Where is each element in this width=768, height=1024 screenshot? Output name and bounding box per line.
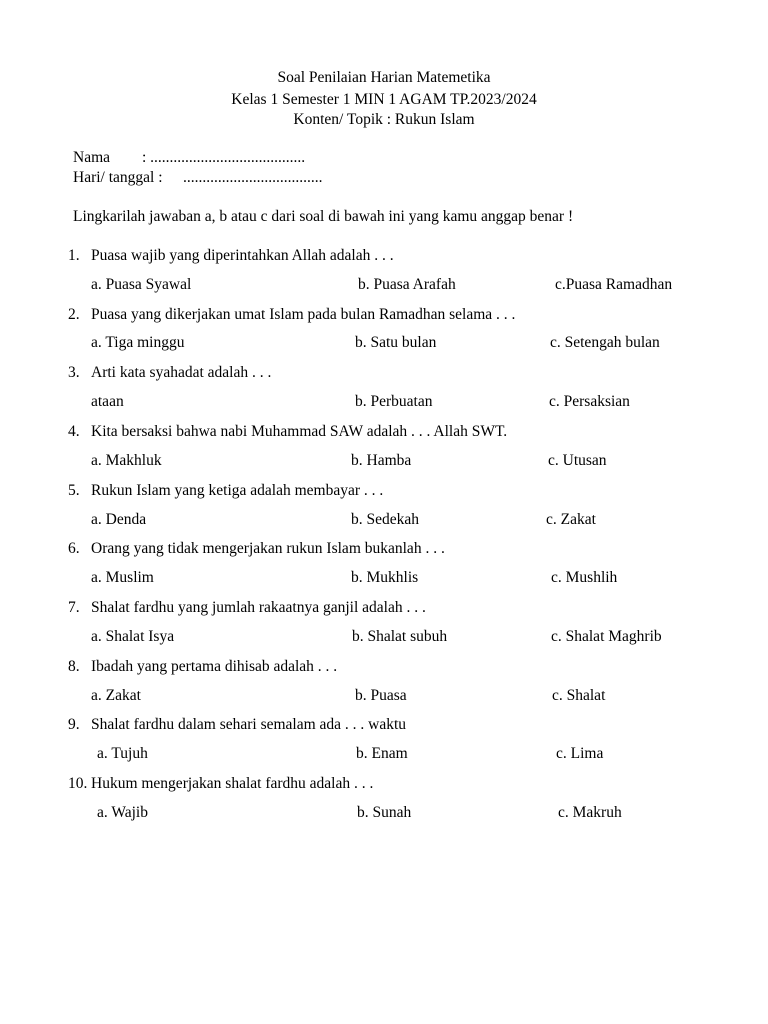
question-number: 1. [68, 247, 80, 264]
option-b: b. Satu bulan [355, 334, 437, 351]
option-a: a. Makhluk [91, 452, 162, 469]
option-a: a. Tujuh [97, 745, 148, 762]
option-c: c. Makruh [558, 804, 622, 821]
question-text: Rukun Islam yang ketiga adalah membayar . . . [91, 482, 384, 499]
instruction-text: Lingkarilah jawaban a, b atau c dari soal di bawah ini yang kamu anggap benar ! [73, 208, 574, 225]
option-a: a. Tiga minggu [91, 334, 185, 351]
question-text: Puasa wajib yang diperintahkan Allah adalah . . . [91, 247, 394, 264]
question-text: Orang yang tidak mengerjakan rukun Islam bukanlah . . . [91, 540, 445, 557]
option-c: c. Mushlih [551, 569, 618, 586]
question-text: Arti kata syahadat adalah . . . [91, 364, 272, 381]
option-b: b. Puasa [355, 687, 407, 704]
option-c: c. Setengah bulan [550, 334, 660, 351]
option-a: a. Shalat Isya [91, 628, 175, 645]
question-number: 2. [68, 306, 80, 323]
option-c: c. Persaksian [549, 393, 630, 410]
option-b: b. Puasa Arafah [358, 276, 456, 293]
question-number: 10. [68, 775, 88, 792]
question-number: 3. [68, 364, 80, 381]
option-c: c.Puasa Ramadhan [555, 276, 673, 293]
option-b: b. Shalat subuh [352, 628, 448, 645]
worksheet-topic: Konten/ Topik : Rukun Islam [293, 111, 475, 128]
option-a: a. Wajib [97, 804, 148, 821]
question-text: Shalat fardhu dalam sehari semalam ada . . . waktu [91, 716, 407, 733]
option-a: ataan [91, 393, 124, 410]
option-b: b. Perbuatan [355, 393, 433, 410]
question-number: 7. [68, 599, 80, 616]
option-b: b. Hamba [351, 452, 412, 469]
question-text: Hukum mengerjakan shalat fardhu adalah . . . [91, 775, 374, 792]
question-number: 6. [68, 540, 80, 557]
name-blank-field: : ........................................ [142, 149, 306, 166]
question-number: 8. [68, 658, 80, 675]
option-b: b. Sunah [357, 804, 412, 821]
option-c: c. Lima [556, 745, 604, 762]
question-text: Shalat fardhu yang jumlah rakaatnya ganjil adalah . . . [91, 599, 426, 616]
question-text: Ibadah yang pertama dihisab adalah . . . [91, 658, 338, 675]
option-a: a. Denda [91, 511, 147, 528]
question-number: 9. [68, 716, 80, 733]
option-a: a. Muslim [91, 569, 154, 586]
name-label: Nama [73, 149, 111, 166]
option-b: b. Sedekah [351, 511, 420, 528]
question-number: 4. [68, 423, 80, 440]
option-b: b. Mukhlis [351, 569, 419, 586]
option-c: c. Utusan [548, 452, 607, 469]
question-text: Kita bersaksi bahwa nabi Muhammad SAW adalah . . . Allah SWT. [91, 423, 508, 440]
worksheet-class-info: Kelas 1 Semester 1 MIN 1 AGAM TP.2023/2024 [231, 91, 537, 108]
option-c: c. Shalat [552, 687, 606, 704]
option-a: a. Zakat [91, 687, 141, 704]
question-text: Puasa yang dikerjakan umat Islam pada bulan Ramadhan selama . . . [91, 306, 516, 323]
option-c: c. Zakat [546, 511, 596, 528]
date-label: Hari/ tanggal : [73, 169, 163, 186]
question-number: 5. [68, 482, 80, 499]
option-c: c. Shalat Maghrib [551, 628, 662, 645]
worksheet-title: Soal Penilaian Harian Matemetika [277, 69, 491, 86]
date-blank-field: .................................... [183, 169, 323, 186]
option-a: a. Puasa Syawal [91, 276, 192, 293]
option-b: b. Enam [356, 745, 408, 762]
